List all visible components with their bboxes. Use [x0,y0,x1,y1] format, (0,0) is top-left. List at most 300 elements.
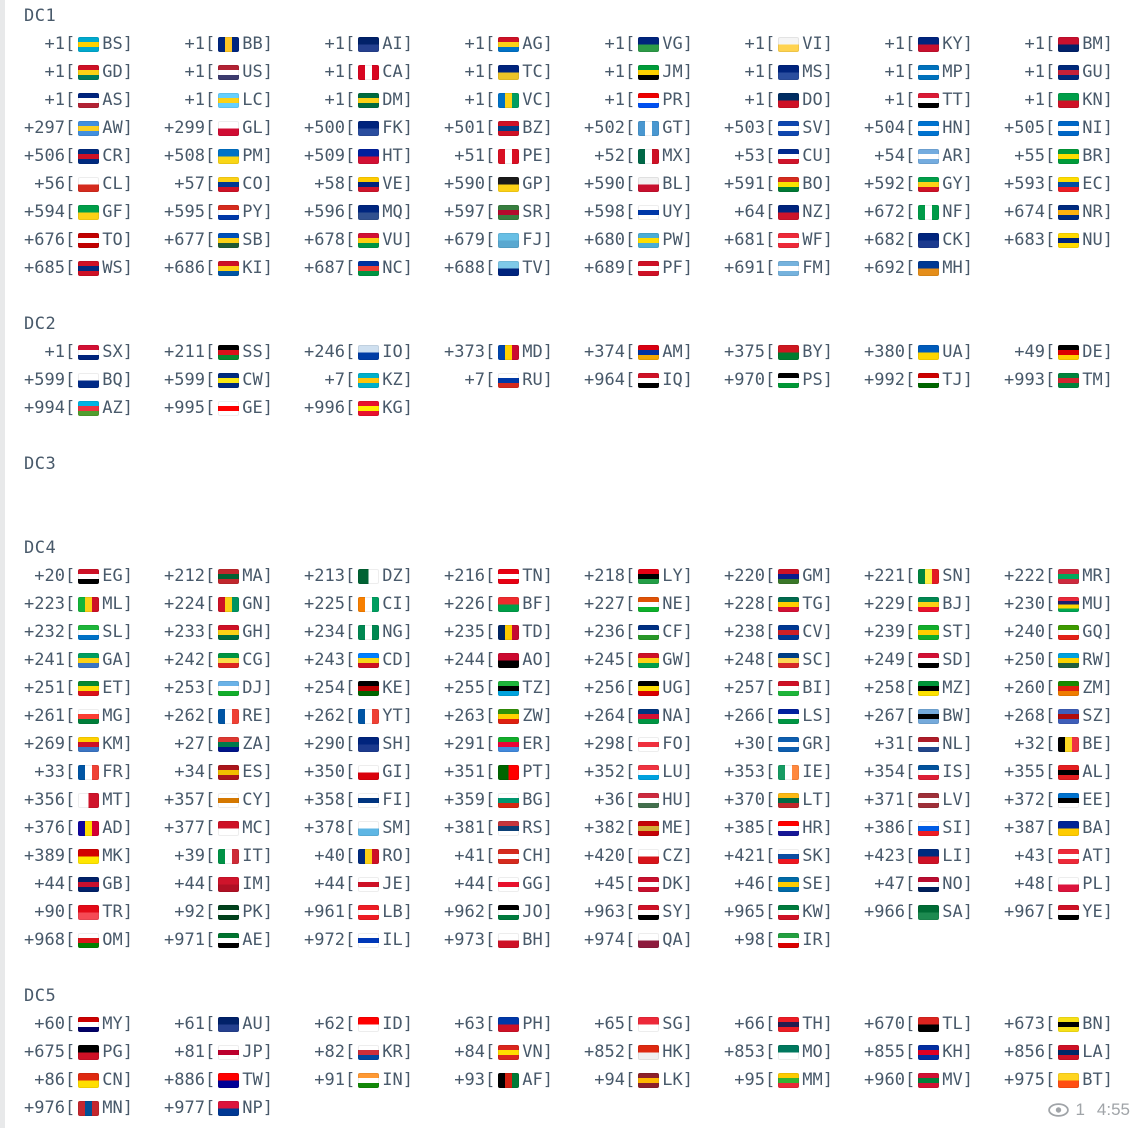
dial-code-entry[interactable] [724,226,864,254]
dial-code-entry[interactable] [1004,618,1144,646]
dial-code-entry[interactable] [724,758,864,786]
dial-code-entry[interactable] [164,842,304,870]
dial-code-entry[interactable] [164,226,304,254]
country-code: LV [942,790,963,810]
bracket-close: ] [542,566,553,586]
bracket-open: [ [485,174,496,194]
dial-code-entry[interactable] [24,590,164,618]
dial-code-entry[interactable] [864,702,1004,730]
dial-code-entry[interactable] [864,590,1004,618]
dial-code-entry[interactable] [304,898,444,926]
country-code: TO [102,230,123,250]
dial-code-entry[interactable] [724,142,864,170]
dial-code-entry[interactable] [304,590,444,618]
dial-code-entry[interactable] [164,366,304,394]
dial-code-entry[interactable] [584,618,724,646]
dial-code-entry[interactable] [164,1066,304,1094]
dial-code-entry[interactable] [724,562,864,590]
dial-code-entry[interactable] [584,842,724,870]
dial-code-entry[interactable] [304,366,444,394]
dial-code: +358 [304,790,345,810]
dial-code-entry[interactable] [444,142,584,170]
flag-icon [358,65,379,80]
dial-code-entry[interactable] [24,562,164,590]
dial-code-entry[interactable] [444,114,584,142]
dial-code-entry[interactable] [304,814,444,842]
dial-code: +679 [444,230,485,250]
bracket-close: ] [1102,818,1113,838]
dial-code-entry[interactable] [444,1038,584,1066]
dial-code-entry[interactable] [584,898,724,926]
dial-code-entry[interactable] [24,170,164,198]
dial-code-entry[interactable] [584,366,724,394]
flag-icon [498,877,519,892]
bracket-close: ] [542,622,553,642]
dial-code-entry[interactable] [24,814,164,842]
dial-code-entry[interactable] [444,898,584,926]
dial-code-entry[interactable] [444,30,584,58]
dial-code: +357 [164,790,205,810]
dial-code-entry[interactable] [24,1094,164,1122]
dial-code-entry[interactable] [864,142,1004,170]
dial-code-entry[interactable] [24,618,164,646]
dial-code-entry[interactable] [444,338,584,366]
flag-icon [778,121,799,136]
flag-icon [918,121,939,136]
country-code: TM [1082,370,1103,390]
dial-code-entry[interactable] [1004,674,1144,702]
dial-code-entry[interactable] [24,898,164,926]
bracket-close: ] [542,930,553,950]
dial-code-entry[interactable] [444,1066,584,1094]
dial-code-entry[interactable] [724,646,864,674]
dial-code-entry[interactable] [304,30,444,58]
dial-code-entry[interactable] [444,86,584,114]
dial-code-entry[interactable] [724,702,864,730]
dial-code-entry[interactable] [24,254,164,282]
dial-code-entry[interactable] [444,842,584,870]
flag-icon [778,653,799,668]
bracket-open: [ [765,230,776,250]
dial-code-entry[interactable] [584,646,724,674]
bracket-close: ] [962,762,973,782]
dial-code-entry[interactable] [1004,842,1144,870]
dial-code-entry[interactable] [584,674,724,702]
dial-code-entry[interactable] [1004,562,1144,590]
dial-code-entry[interactable] [164,86,304,114]
flag-icon [218,765,239,780]
dial-code-entry[interactable] [584,814,724,842]
dial-code-entry[interactable] [584,226,724,254]
dial-code-entry[interactable] [444,870,584,898]
dial-code-entry[interactable] [1004,730,1144,758]
dial-code-entry[interactable] [724,870,864,898]
country-code: IL [382,930,403,950]
dial-code-entry[interactable] [864,1038,1004,1066]
dial-code-entry[interactable] [304,730,444,758]
dial-code-entry[interactable] [864,226,1004,254]
dial-code-entry[interactable] [1004,142,1144,170]
flag-icon [638,653,659,668]
dial-code-entry[interactable] [864,898,1004,926]
dial-code-entry[interactable] [444,730,584,758]
dial-code-entry[interactable] [164,618,304,646]
bracket-open: [ [345,930,356,950]
country-code: KZ [382,370,403,390]
dial-code-entry[interactable] [584,114,724,142]
dial-code-entry[interactable] [584,870,724,898]
bracket-open: [ [205,622,216,642]
dial-code-entry[interactable] [164,674,304,702]
dial-code-entry[interactable] [864,198,1004,226]
dial-code-entry[interactable] [164,114,304,142]
dial-code-entry[interactable] [1004,590,1144,618]
dial-code-entry[interactable] [1004,898,1144,926]
flag-icon [78,933,99,948]
dial-code-entry[interactable] [724,170,864,198]
dial-code-entry[interactable] [724,1066,864,1094]
country-code: AL [1082,762,1103,782]
bracket-close: ] [262,62,273,82]
dial-code-entry[interactable] [864,618,1004,646]
dial-code-entry[interactable] [724,114,864,142]
dial-code: +968 [24,930,65,950]
bracket-open: [ [345,566,356,586]
bracket-open: [ [65,734,76,754]
dial-code-entry[interactable] [444,58,584,86]
dial-code-entry[interactable] [164,338,304,366]
dial-code-entry[interactable] [724,786,864,814]
dial-code-entry[interactable] [724,366,864,394]
dial-code-entry[interactable] [864,674,1004,702]
bracket-close: ] [402,1014,413,1034]
dial-code-entry[interactable] [304,674,444,702]
country-code: CR [102,146,123,166]
dial-code-entry[interactable] [1004,86,1144,114]
dial-code-entry[interactable] [724,618,864,646]
dial-code-entry[interactable] [864,1010,1004,1038]
dial-code-entry[interactable] [444,366,584,394]
dial-code-entry[interactable] [444,674,584,702]
dial-code-entry[interactable] [304,786,444,814]
dial-code-entry[interactable] [24,646,164,674]
dial-code-entry[interactable] [1004,1038,1144,1066]
dial-code-entry[interactable] [724,814,864,842]
dial-code-entry[interactable] [304,758,444,786]
dial-code: +421 [724,846,765,866]
dial-code-entry[interactable] [584,926,724,954]
dial-code-entry[interactable] [164,730,304,758]
dial-code-entry[interactable] [24,730,164,758]
dial-code-entry[interactable] [304,1038,444,1066]
dial-code-entry[interactable] [1004,338,1144,366]
dial-code-entry[interactable] [584,590,724,618]
dial-code-entry[interactable] [584,1038,724,1066]
dial-code-entry[interactable] [304,226,444,254]
dial-code-entry[interactable] [304,170,444,198]
dial-code-entry[interactable] [24,142,164,170]
dial-code-entry[interactable] [24,366,164,394]
bracket-close: ] [402,342,413,362]
dial-code-entry[interactable] [304,1010,444,1038]
dial-code-entry[interactable] [164,254,304,282]
dial-code-entry[interactable] [444,702,584,730]
dial-code-entry[interactable] [584,30,724,58]
dial-code-entry[interactable] [444,618,584,646]
dial-code-entry[interactable] [724,1038,864,1066]
dial-code-entry[interactable] [164,926,304,954]
bracket-open: [ [625,34,636,54]
dial-code-entry[interactable] [584,702,724,730]
dial-code-entry[interactable] [164,702,304,730]
dial-code-entry[interactable] [1004,814,1144,842]
flag-icon [358,625,379,640]
dial-code: +7 [324,370,345,390]
dial-code-entry[interactable] [304,254,444,282]
dial-code-row [0,590,1144,618]
dial-code-entry[interactable] [304,114,444,142]
dial-code-entry[interactable] [164,758,304,786]
dial-code-entry[interactable] [164,58,304,86]
dial-code-entry[interactable] [864,338,1004,366]
dial-code-entry[interactable] [164,198,304,226]
dial-code-entry[interactable] [24,786,164,814]
dial-code-entry[interactable] [584,198,724,226]
dial-code-entry[interactable] [24,114,164,142]
dial-code-entry[interactable] [724,58,864,86]
dial-code-entry[interactable] [864,366,1004,394]
dial-code-entry[interactable] [864,58,1004,86]
bracket-close: ] [822,62,833,82]
dial-code-entry[interactable] [724,730,864,758]
dial-code-entry[interactable] [164,590,304,618]
dial-code-entry[interactable] [724,86,864,114]
dial-code-entry[interactable] [724,898,864,926]
dial-code-entry[interactable] [584,86,724,114]
dial-code-entry[interactable] [304,338,444,366]
bracket-close: ] [402,202,413,222]
dial-code-entry[interactable] [724,198,864,226]
bracket-close: ] [822,342,833,362]
dial-code-entry[interactable] [24,86,164,114]
dial-code: +387 [1004,818,1045,838]
flag-icon [218,65,239,80]
flag-icon [358,205,379,220]
dial-code: +962 [444,902,485,922]
dial-code-entry[interactable] [304,870,444,898]
dial-code-entry[interactable] [24,394,164,422]
dial-code-entry[interactable] [584,170,724,198]
dial-code-entry[interactable] [864,842,1004,870]
dial-code-entry[interactable] [1004,870,1144,898]
dial-code-entry[interactable] [304,562,444,590]
dial-code-entry[interactable] [24,702,164,730]
dial-code-entry[interactable] [24,1010,164,1038]
dial-code-entry[interactable] [864,1066,1004,1094]
dial-code-entry[interactable] [1004,366,1144,394]
dial-code-entry[interactable] [164,898,304,926]
dial-code-entry[interactable] [864,786,1004,814]
dial-code-entry[interactable] [584,142,724,170]
dial-code-entry[interactable] [1004,702,1144,730]
dial-code-entry[interactable] [304,702,444,730]
dial-code-entry[interactable] [444,814,584,842]
dial-code-entry[interactable] [444,786,584,814]
views-eye-icon [1048,1103,1069,1117]
dial-code-entry[interactable] [164,646,304,674]
dial-code-entry[interactable] [724,254,864,282]
dial-code-row [0,786,1144,814]
dial-code-entry[interactable] [444,926,584,954]
bracket-open: [ [345,258,356,278]
dial-code-entry[interactable] [444,198,584,226]
dial-code: +255 [444,678,485,698]
dial-code-entry[interactable] [724,590,864,618]
dial-code-entry[interactable] [444,254,584,282]
dial-code-entry[interactable] [24,1066,164,1094]
bracket-close: ] [542,34,553,54]
dial-code: +63 [454,1014,485,1034]
dial-code-entry[interactable] [724,842,864,870]
dial-code-entry[interactable] [164,562,304,590]
dial-code-entry[interactable] [584,562,724,590]
country-code: BS [102,34,123,54]
dial-code-entry[interactable] [164,142,304,170]
dial-code-entry[interactable] [24,870,164,898]
dial-code-row [0,30,1144,58]
country-code: MM [802,1070,823,1090]
dial-code-entry[interactable] [864,562,1004,590]
bracket-close: ] [1102,762,1113,782]
dial-code-entry[interactable] [864,814,1004,842]
bracket-close: ] [682,146,693,166]
dial-code-entry[interactable] [444,758,584,786]
dial-code: +970 [724,370,765,390]
dial-code-entry[interactable] [724,1010,864,1038]
bracket-close: ] [962,1014,973,1034]
dial-code-entry[interactable] [24,226,164,254]
dial-code-entry[interactable] [1004,114,1144,142]
dial-code-entry[interactable] [584,338,724,366]
country-code: LC [242,90,263,110]
dial-code-entry[interactable] [1004,646,1144,674]
dial-code-entry[interactable] [304,58,444,86]
dial-code-entry[interactable] [24,926,164,954]
dial-code-entry[interactable] [304,198,444,226]
dial-code-entry[interactable] [304,618,444,646]
dial-code-entry[interactable] [724,926,864,954]
dial-code-entry[interactable] [1004,1010,1144,1038]
dial-code-entry[interactable] [864,254,1004,282]
dial-code-entry[interactable] [1004,30,1144,58]
dial-code-entry[interactable] [24,338,164,366]
dial-code-entry[interactable] [584,1010,724,1038]
dial-code: +686 [164,258,205,278]
dial-code-entry[interactable] [584,58,724,86]
bracket-open: [ [345,818,356,838]
dial-code-entry[interactable] [164,786,304,814]
dial-code-entry[interactable] [1004,1066,1144,1094]
flag-icon [78,149,99,164]
dial-code-entry[interactable] [304,86,444,114]
dial-code-entry[interactable] [24,30,164,58]
dial-code-entry[interactable] [164,170,304,198]
dial-code-entry[interactable] [724,30,864,58]
dial-code-entry[interactable] [1004,758,1144,786]
dial-code-entry[interactable] [24,674,164,702]
dial-code: +855 [864,1042,905,1062]
dial-code-entry[interactable] [1004,226,1144,254]
dial-code-entry[interactable] [164,1038,304,1066]
dial-code-entry[interactable] [864,870,1004,898]
dial-code-entry[interactable] [164,1010,304,1038]
dial-code-entry[interactable] [164,394,304,422]
dial-code-entry[interactable] [444,590,584,618]
dial-code-entry[interactable] [164,1094,304,1122]
dial-code-entry[interactable] [864,758,1004,786]
dial-code-entry[interactable] [304,646,444,674]
bracket-open: [ [65,594,76,614]
dial-code-entry[interactable] [24,758,164,786]
dial-code-entry[interactable] [24,1038,164,1066]
dial-code-entry[interactable] [304,142,444,170]
dial-code-entry[interactable] [164,30,304,58]
dial-code-entry[interactable] [304,926,444,954]
dial-code-entry[interactable] [864,170,1004,198]
dial-code: +41 [454,846,485,866]
dial-code-entry[interactable] [444,646,584,674]
dial-code-entry[interactable] [1004,198,1144,226]
dial-code-entry[interactable] [584,758,724,786]
dial-code-entry[interactable] [444,226,584,254]
dial-code-entry[interactable] [1004,170,1144,198]
flag-icon [778,261,799,276]
dial-code-entry[interactable] [304,842,444,870]
dial-code-entry[interactable] [304,394,444,422]
dial-code-entry[interactable] [584,254,724,282]
dial-code-entry[interactable] [584,1066,724,1094]
dial-code-entry[interactable] [24,198,164,226]
dial-code-entry[interactable] [164,870,304,898]
dial-code-entry[interactable] [444,562,584,590]
dial-code-entry[interactable] [584,730,724,758]
dial-code-entry[interactable] [864,114,1004,142]
dial-code-entry[interactable] [1004,58,1144,86]
dial-code-entry[interactable] [864,730,1004,758]
dial-code-entry[interactable] [584,786,724,814]
dial-code-entry[interactable] [24,842,164,870]
dial-code-entry[interactable] [164,814,304,842]
bracket-open: [ [345,622,356,642]
bracket-close: ] [822,1070,833,1090]
dial-code-entry[interactable] [304,1066,444,1094]
bracket-close: ] [262,902,273,922]
dial-code-entry[interactable] [864,86,1004,114]
dial-code-entry[interactable] [864,30,1004,58]
bracket-close: ] [962,62,973,82]
dial-code-entry[interactable] [444,1010,584,1038]
flag-icon [1058,765,1079,780]
dial-code-entry[interactable] [24,58,164,86]
dial-code-entry[interactable] [864,646,1004,674]
dial-code-entry[interactable] [724,338,864,366]
dial-code: +852 [584,1042,625,1062]
dial-code-entry[interactable] [724,674,864,702]
dial-code-entry[interactable] [444,170,584,198]
dial-code-entry[interactable] [1004,786,1144,814]
blank-line [0,422,1144,450]
bracket-close: ] [122,342,133,362]
